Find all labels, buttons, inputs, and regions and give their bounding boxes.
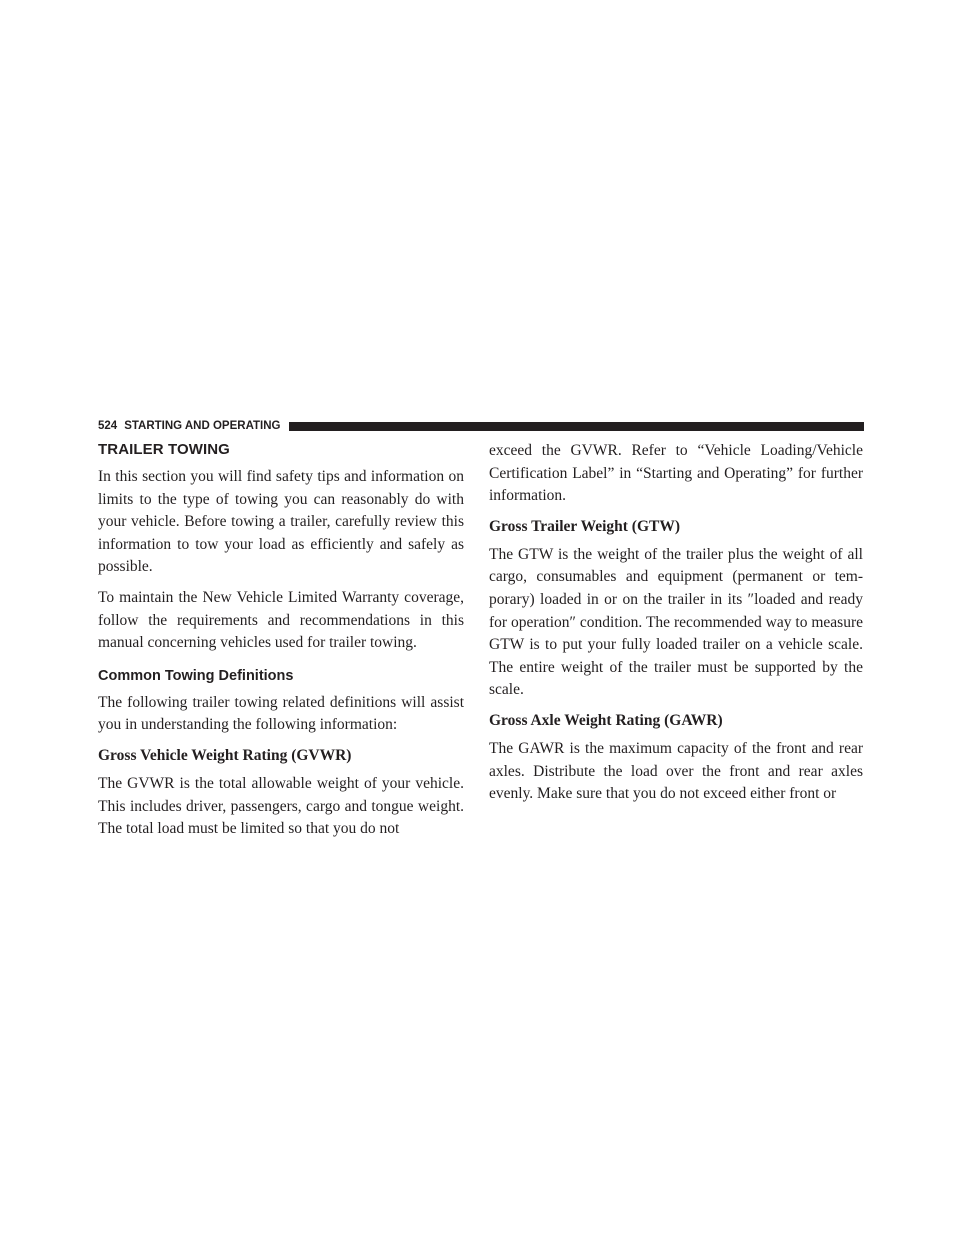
left-column (98, 440, 464, 849)
warranty-paragraph: To maintain the New Vehicle Limited Warranty coverage, follow the requirements and recommendations in this manual concerning vehicles used for trailer towing. (98, 588, 464, 652)
page-header (98, 419, 864, 433)
right-column (489, 440, 863, 814)
section-title: TRAILER TOWING (98, 441, 230, 458)
gawr-paragraph: The GAWR is the maximum capacity of the front and rear axles. Distribute the load over the front and rear axles evenly. Make sure that you do not exceed either front or (489, 739, 863, 803)
gvwr-paragraph: The GVWR is the total allowable weight of your vehicle. This includes driver, passengers, cargo and tongue weight. The total load must be limited so that you do not (98, 774, 464, 838)
section-name: STARTING AND OPERATING (124, 420, 281, 432)
intro-paragraph: In this section you will find safety tips and information on limits to the type of towing you can reasonably do with your vehicle. Before towing a trailer, carefully review this information to tow your load as efficiently and safely as possible. (98, 468, 464, 576)
definitions-intro: The following trailer towing related definitions will assist you in understanding the following information: (98, 693, 464, 734)
header-rule (289, 422, 865, 431)
gtw-paragraph: The GTW is the weight of the trailer plus the weight of all cargo, consumables and equipment (permanent or tem-porary) loaded in or on the trailer in its ″loaded and ready for operation″ condition. The recommended way to measure GTW is to put your fully loaded trailer on a vehicle scale. The entire weight of the trailer must be supported by the scale. (489, 545, 863, 699)
page-number: 524 (98, 420, 118, 432)
gtw-heading: Gross Trailer Weight (GTW) (489, 517, 681, 535)
gvwr-continued-paragraph: exceed the GVWR. Refer to “Vehicle Loading/Vehicle Certification Label” in “Starting and Operating” for further information. (489, 442, 863, 505)
definitions-heading: Common Towing Definitions (98, 667, 294, 684)
gvwr-heading: Gross Vehicle Weight Rating (GVWR) (98, 746, 352, 764)
gawr-heading: Gross Axle Weight Rating (GAWR) (489, 711, 723, 729)
